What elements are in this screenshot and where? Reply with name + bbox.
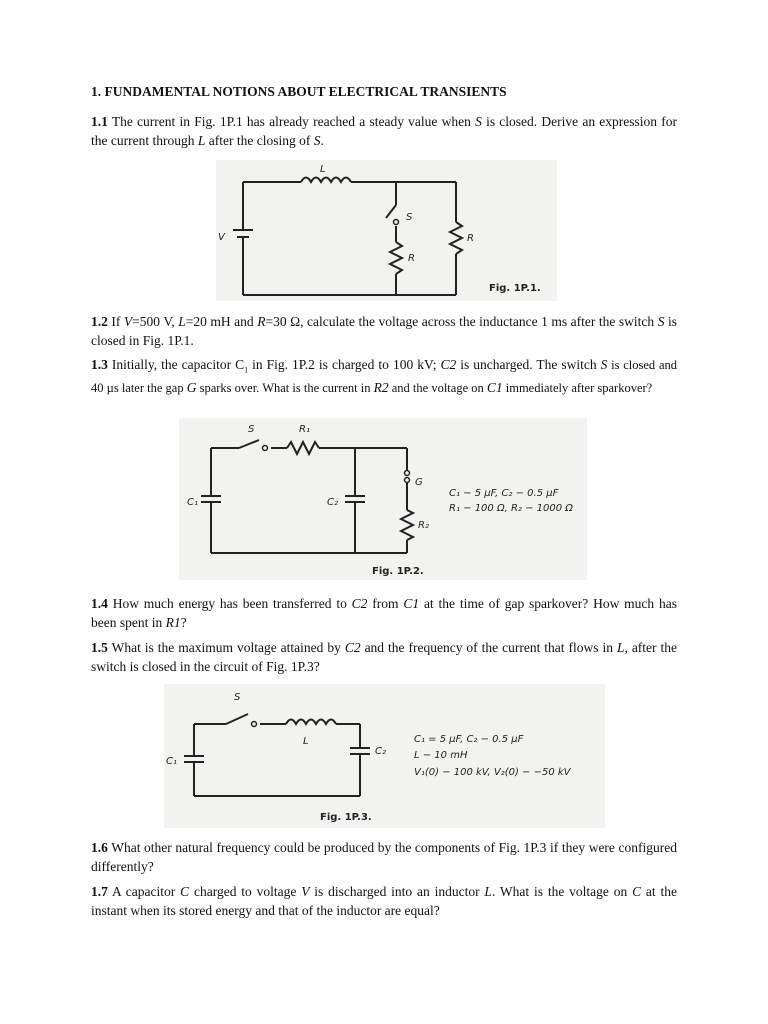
text: If [107, 314, 124, 329]
document-section-4 [91, 838, 677, 926]
question-1-5 [91, 638, 677, 676]
subscript: 1 [244, 365, 249, 375]
text: is uncharged. The switch [456, 357, 601, 372]
symbol: C [180, 884, 190, 899]
text: and the voltage on [388, 380, 487, 395]
symbol: S [600, 357, 608, 372]
text: after the closing of [205, 133, 314, 148]
text: sparks over. What is the current in [196, 380, 374, 395]
figure-1p1 [216, 160, 557, 301]
text: charged to voltage [189, 884, 302, 899]
question-number: 1.7 [91, 884, 108, 899]
label-S: S [234, 692, 241, 703]
document-page [91, 84, 677, 156]
circuit-diagram-1p1 [216, 160, 557, 301]
spark-gap-G [405, 471, 410, 476]
label-S: S [406, 212, 413, 223]
text: and the frequency of the current that flows in [360, 640, 617, 655]
question-number: 1.6 [91, 840, 108, 855]
question-1-1 [91, 112, 677, 150]
text: =30 Ω, calculate the voltage across the inductance 1 ms after the switch [265, 314, 658, 329]
symbol: S [313, 133, 321, 148]
inductor-L [301, 178, 351, 183]
text: What other natural frequency could be produced by the components of Fig. 1P.3 if they were configured differently? [91, 840, 677, 874]
text: Initially, the capacitor C [107, 357, 245, 372]
label-L: L [320, 164, 326, 175]
text: at the instant when its stored energy and that of the inductor are equal? [91, 884, 677, 918]
symbol: C2 [351, 596, 368, 611]
symbol: C [632, 884, 642, 899]
text: The current in Fig. 1P.1 has already reached a steady value when [107, 114, 476, 129]
params-line-2: R₁ − 100 Ω, R₂ − 1000 Ω [449, 503, 573, 514]
symbol: R [257, 314, 266, 329]
text: is discharged into an inductor [309, 884, 485, 899]
text: is closed. Derive an expression for the current through [91, 114, 677, 148]
symbol: L [484, 884, 492, 899]
question-1-2 [91, 312, 677, 350]
resistor-R2 [401, 510, 413, 540]
inductor-L [286, 720, 336, 725]
figure-1p2 [179, 418, 587, 580]
label-V: V [218, 232, 225, 243]
question-number: 1.3 [91, 357, 108, 372]
text: in Fig. 1P.2 is charged to 100 kV; [248, 357, 441, 372]
label-C2: C₂ [327, 497, 338, 508]
circuit-diagram-1p3 [164, 684, 605, 828]
symbol: R1 [165, 615, 181, 630]
label-C2: C₂ [375, 746, 386, 757]
symbol: S [657, 314, 665, 329]
text: at the time of gap sparkover? How much has been spent in [91, 596, 677, 630]
label-C1: C₁ [187, 497, 198, 508]
symbol: L [178, 314, 186, 329]
symbol: V [123, 314, 133, 329]
text: is closed in Fig. 1P.1. [91, 314, 677, 348]
resistor-R-outer [450, 222, 462, 254]
text: immediately after sparkover? [502, 380, 653, 395]
symbol: R2 [373, 379, 389, 395]
text: after the switch is closed in the circuit of Fig. 1P.3? [91, 640, 677, 674]
resistor-R1 [287, 442, 319, 454]
text: What is the maximum voltage attained by [107, 640, 345, 655]
symbol: S [475, 114, 482, 129]
text: . [320, 133, 324, 148]
figure-caption: Fig. 1P.3. [320, 812, 372, 823]
circuit-diagram-1p2 [179, 418, 587, 580]
text: ? [180, 615, 187, 630]
params-line-1: C₁ − 5 µF, C₂ − 0.5 µF [449, 488, 559, 499]
switch-blade [386, 205, 396, 218]
switch-S-blade [239, 440, 259, 448]
text: =20 mH and [185, 314, 258, 329]
figure-caption: Fig. 1P.2. [372, 566, 424, 577]
symbol: L [197, 133, 206, 148]
document-section-2 [91, 312, 677, 403]
question-1-6 [91, 838, 677, 876]
figure-1p3 [164, 684, 605, 828]
question-1-7 [91, 882, 677, 920]
label-R-inner: R [408, 253, 415, 264]
symbol: C1 [486, 379, 503, 395]
question-number: 1.4 [91, 596, 108, 611]
text: is closed and 40 µs later the gap [91, 358, 677, 395]
label-R2: R₂ [418, 520, 429, 531]
params-line-3: V₁(0) − 100 kV, V₂(0) − −50 kV [414, 767, 571, 778]
question-1-3 [91, 356, 677, 397]
symbol: C2 [344, 640, 361, 655]
label-R-outer: R [467, 233, 474, 244]
question-number: 1.1 [91, 114, 108, 129]
resistor-R-inner [390, 242, 402, 274]
question-number: 1.2 [91, 314, 108, 329]
label-R1: R₁ [299, 424, 310, 435]
symbol: C2 [440, 357, 457, 372]
text: =500 V, [132, 314, 179, 329]
question-1-4 [91, 594, 677, 632]
label-G: G [415, 477, 423, 488]
label-S: S [248, 424, 255, 435]
question-number: 1.5 [91, 640, 108, 655]
symbol: C1 [403, 596, 420, 611]
text: How much energy has been transferred to [107, 596, 352, 611]
figure-caption: Fig. 1P.1. [489, 283, 541, 294]
label-L: L [303, 736, 309, 747]
switch-S-blade [226, 714, 248, 724]
params-line-2: L − 10 mH [414, 750, 468, 761]
text: A capacitor [107, 884, 181, 899]
text: from [367, 596, 404, 611]
chapter-heading: 1. FUNDAMENTAL NOTIONS ABOUT ELECTRICAL TRANSIENTS [91, 84, 507, 99]
symbol: G [186, 379, 197, 395]
params-line-1: C₁ = 5 µF, C₂ − 0.5 µF [414, 734, 524, 745]
symbol: V [301, 884, 310, 899]
document-section-3 [91, 594, 677, 682]
label-C1: C₁ [166, 756, 177, 767]
symbol: L, [616, 640, 628, 655]
text: . What is the voltage on [491, 884, 633, 899]
